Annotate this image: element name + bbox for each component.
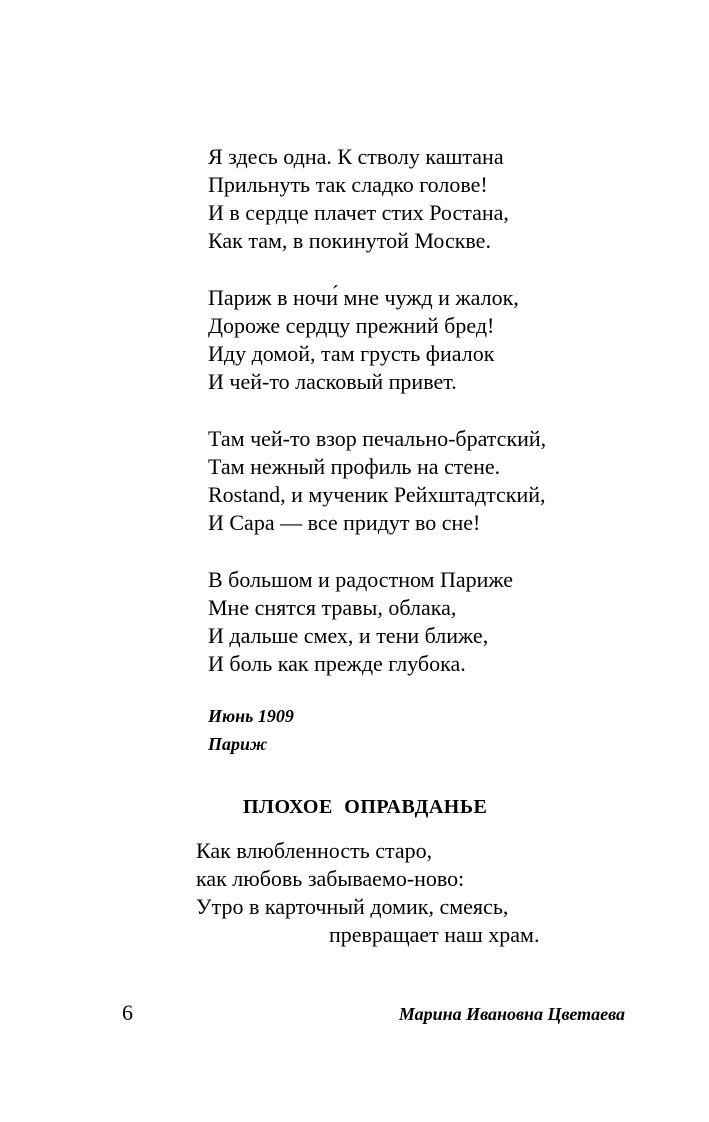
poem-line: Утро в карточный домик, смеясь,	[196, 894, 509, 919]
poem-line: И в сердце плачет стих Ростана,	[208, 200, 509, 225]
poem-line: Прильнуть так сладко голове!	[208, 172, 488, 197]
stanza	[208, 425, 648, 537]
running-footer-author: Марина Ивановна Цветаева	[398, 1004, 625, 1024]
stanza	[208, 284, 648, 396]
poem-line: И боль как прежде глубока.	[208, 651, 466, 676]
poem-line: превращает наш храм.	[329, 922, 540, 947]
poem-line: Иду домой, там грусть фиалок	[208, 341, 495, 366]
page-number: 6	[122, 1000, 133, 1025]
poem-line: В большом и радостном Париже	[208, 567, 514, 592]
poem-line: Мне снятся травы, облака,	[208, 595, 457, 620]
stanza	[208, 566, 648, 678]
poem-line: Я здесь одна. К стволу каштана	[208, 144, 504, 169]
poem-line: Как влюбленность старо,	[196, 838, 433, 863]
poem-line: Там нежный профиль на стене.	[208, 454, 501, 479]
poem-line: И дальше смех, и тени ближе,	[208, 623, 489, 648]
poem-place: Париж	[208, 734, 268, 754]
poem-line: И Сара — все придут во сне!	[208, 510, 481, 535]
stanza	[196, 837, 656, 949]
poem-line: И чей-то ласковый привет.	[208, 369, 457, 394]
poem-line: Там чей-то взор печально-братский,	[208, 426, 547, 451]
stanza	[208, 143, 648, 255]
poem-date: Июнь 1909	[208, 706, 294, 726]
poem-line: Дороже сердцу прежний бред!	[208, 313, 495, 338]
poem-line: Rostand, и мученик Рейхштадтский,	[208, 482, 546, 507]
poem-line: Париж в ночи́ мне чужд и жалок,	[208, 285, 519, 310]
poem-line: как любовь забываемо-ново:	[196, 866, 465, 891]
poem-line: Как там, в покинутой Москве.	[208, 228, 491, 253]
poem-title: ПЛОХОЕ ОПРАВДАНЬЕ	[243, 796, 488, 818]
